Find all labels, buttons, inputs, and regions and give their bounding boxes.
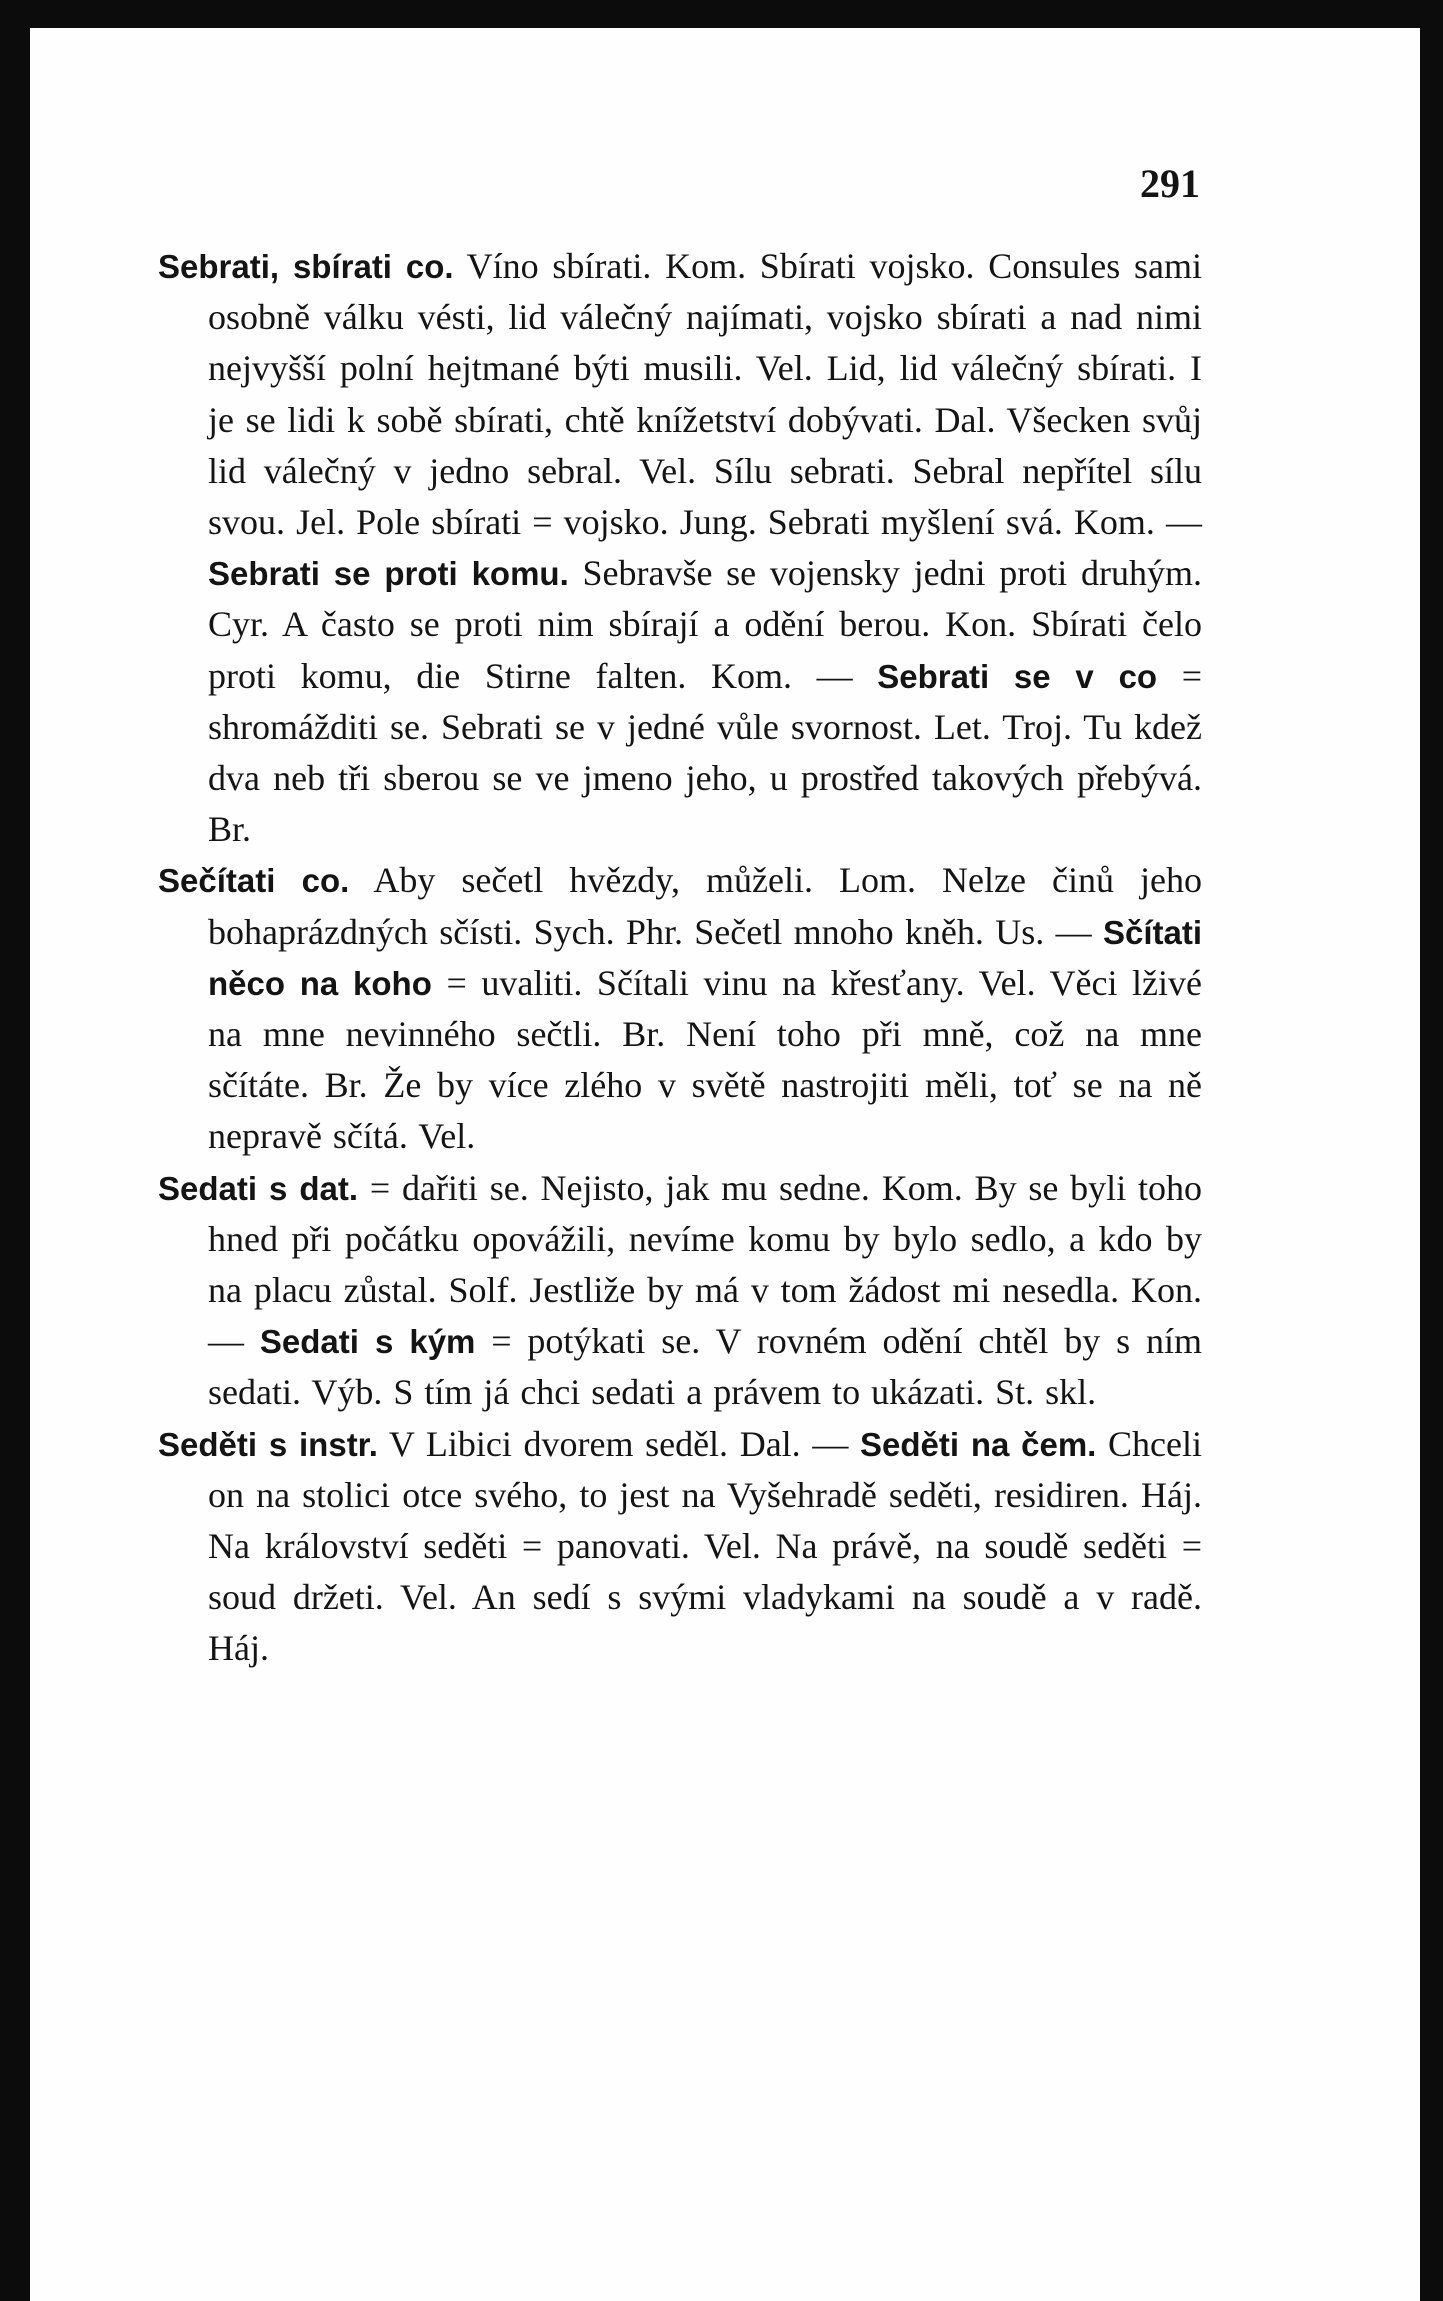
entry-text: Sebravše se vojensky jedni proti druhým. Cyr. A často se proti nim sbírají a odění berou. Kon. Sbírati čelo proti komu, die Stirne falten. Kom. — — [208, 553, 1202, 696]
entry-subheadword: Sedati s kým — [259, 1323, 476, 1361]
scan-border-top — [0, 0, 1443, 28]
entry-subheadword: Sebrati se v co — [877, 657, 1158, 695]
entry-sedati — [158, 1163, 1202, 1419]
entry-text: = uvaliti. Sčítali vinu na křesťany. Vel. Věci lživé na mne nevinného sečtli. Br. Není toho při mně, což na mne sčítáte. Br. Že by více zlého v světě nastrojiti měli, toť se na ně nepravě sčítá. Vel. — [208, 962, 1203, 1157]
entry-headword: Seděti s instr. — [158, 1425, 378, 1463]
entry-sedeti — [158, 1419, 1202, 1675]
page-number: 291 — [1140, 161, 1200, 206]
entry-headword: Sečítati co. — [158, 862, 350, 900]
entry-subheadword: Seděti na čem. — [859, 1425, 1097, 1463]
entry-sebrati — [158, 241, 1202, 855]
entry-text: Aby sečetl hvězdy, můželi. Lom. Nelze činů jeho bohaprázdných sčísti. Sych. Phr. Sečetl mnoho kněh. Us. — — [208, 860, 1203, 952]
entry-text: V Libici dvorem seděl. Dal. — — [377, 1423, 860, 1464]
entry-secitati — [158, 855, 1202, 1162]
scan-border-left — [0, 0, 30, 2301]
entry-text: = potýkati se. V rovném odění chtěl by s ním sedati. Výb. S tím já chci sedati a právem to ukázati. St. skl. — [208, 1321, 1202, 1413]
entry-subheadword: Sebrati se proti komu. — [208, 555, 569, 593]
scan-border-right — [1420, 0, 1443, 2301]
entry-headword: Sebrati, sbírati co. — [158, 248, 454, 285]
entry-headword: Sedati s dat. — [158, 1169, 359, 1207]
entry-text: Víno sbírati. Kom. Sbírati vojsko. Consules sami osobně válku vésti, lid válečný najímati, vojsko sbírati a nad nimi nejvyšší polní hejtmané býti musili. Vel. Lid, lid válečný sbírati. I je se lidi k sobě sbírati, chtě knížetství dobývati. Dal. Všecken svůj lid válečný v jedno sebral. Vel. Sílu sebrati. Sebral nepřítel sílu svou. Jel. Pole sbírati = vojsko. Jung. Sebrati myšlení svá. Kom. — — [208, 246, 1203, 543]
entry-text: = dařiti se. Nejisto, jak mu sedne. Kom. By se byli toho hned při počátku opovážili, nevíme komu by bylo sedlo, a kdo by na placu zůstal. Solf. Jestliže by má v tom žádost mi nesedla. Kon. — — [208, 1167, 1203, 1362]
entry-text: Chceli on na stolici otce svého, to jest na Vyšehradě seděti, residiren. Háj. Na království seděti = panovati. Vel. Na právě, na soudě seděti = soud držeti. Vel. An sedí s svými vladykami na soudě a v radě. Háj. — [208, 1423, 1202, 1669]
dictionary-text — [158, 241, 1202, 1675]
entry-subheadword: Sčítati něco na koho — [208, 913, 1202, 1002]
entry-text: = shromážditi se. Sebrati se v jedné vůle svornost. Let. Troj. Tu kdež dva neb tři sberou se ve jmeno jeho, u prostřed takových přebývá. Br. — [208, 655, 1203, 850]
